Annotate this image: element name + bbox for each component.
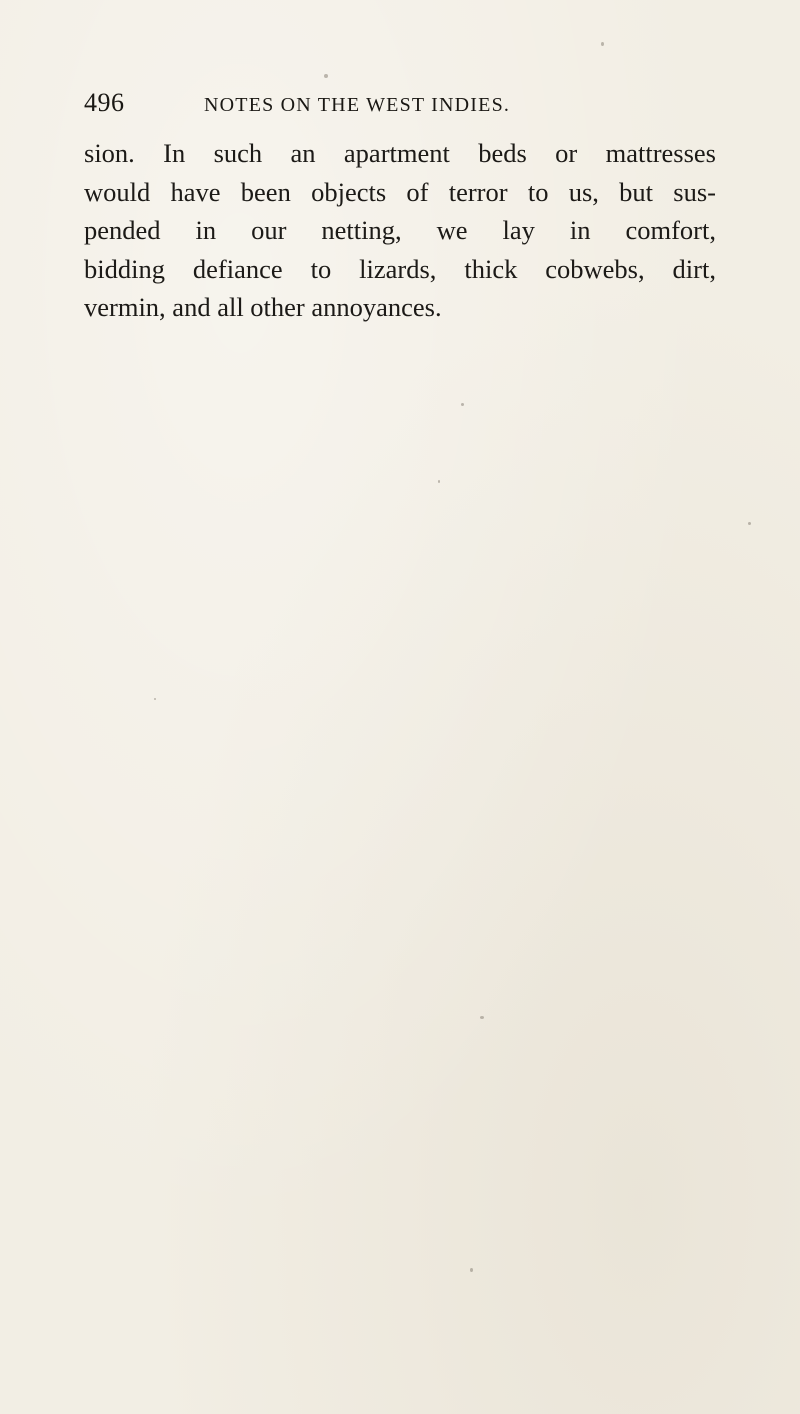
text-line: bidding defiance to lizards, thick cobwebs, dirt, xyxy=(84,253,716,284)
page-number: 496 xyxy=(84,88,125,117)
paper-speck xyxy=(748,522,751,525)
text-line: would have been objects of terror to us, but sus- xyxy=(84,176,716,207)
text-line: vermin, and all other annoyances. xyxy=(84,292,442,322)
paper-speck xyxy=(438,480,440,483)
paper-speck xyxy=(154,698,156,700)
paper-speck xyxy=(461,403,464,406)
body-paragraph xyxy=(84,134,716,327)
page-header xyxy=(84,88,724,128)
paper-speck xyxy=(480,1016,484,1019)
paper-speck xyxy=(470,1268,473,1272)
text-line: pended in our netting, we lay in comfort, xyxy=(84,215,716,245)
paper-speck xyxy=(601,42,604,46)
running-head: NOTES ON THE WEST INDIES. xyxy=(204,94,511,116)
text-line: sion. In such an apartment beds or mattresses xyxy=(84,138,716,168)
paper-speck xyxy=(324,74,328,78)
